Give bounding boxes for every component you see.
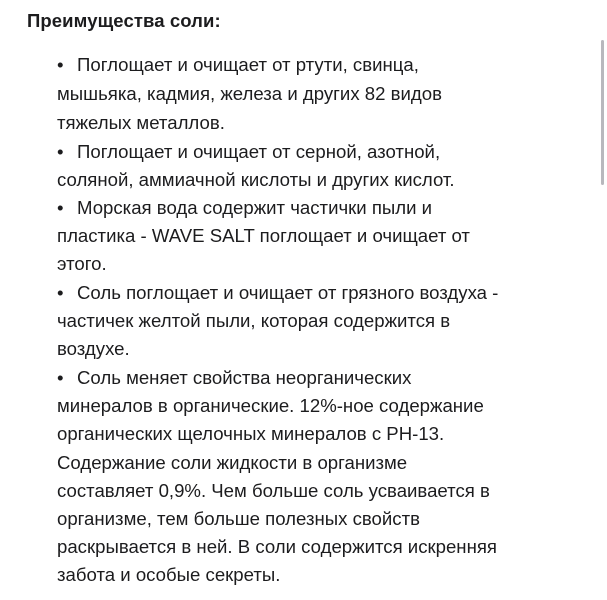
list-item-line: мышьяка, кадмия, железа и других 82 видов [57, 83, 442, 104]
list-item-line: воздухе. [57, 338, 130, 359]
list-item-line: Соль поглощает и очищает от грязного воздуха - [77, 282, 499, 303]
list-item-line: тяжелых металлов. [57, 112, 225, 133]
list-item-line: составляет 0,9%. Чем больше соль усваивается в [57, 480, 490, 501]
list-item-line: забота и особые секреты. [57, 564, 281, 585]
bullet-icon: • [57, 367, 64, 388]
scrollbar-thumb[interactable] [601, 40, 604, 185]
list-item-line: органических щелочных минералов с PH-13. [57, 423, 445, 444]
bullet-icon: • [57, 54, 64, 75]
bullet-icon: • [57, 197, 64, 218]
list-item-line: Поглощает и очищает от ртути, свинца, [77, 54, 419, 75]
bullet-icon: • [57, 141, 64, 162]
section-title: Преимущества соли: [27, 10, 221, 31]
list-item-line: раскрывается в ней. В соли содержится искренняя [57, 536, 497, 557]
bullet-icon: • [57, 282, 64, 303]
list-item-line: Соль меняет свойства неорганических [77, 367, 412, 388]
list-item-line: Поглощает и очищает от серной, азотной, [77, 141, 441, 162]
list-item-line: Содержание соли жидкости в организме [57, 452, 408, 473]
list-item-line: минералов в органические. 12%-ное содержание [57, 395, 484, 416]
list-item-line: частичек желтой пыли, которая содержится в [57, 310, 451, 331]
list-item-line: организме, тем больше полезных свойств [57, 508, 420, 529]
list-item-line: Морская вода содержит частички пыли и [77, 197, 433, 218]
list-item-line: соляной, аммиачной кислоты и других кислот. [57, 169, 455, 190]
list-item-line: этого. [57, 253, 107, 274]
list-item-line: пластика - WAVE SALT поглощает и очищает от [57, 225, 470, 246]
